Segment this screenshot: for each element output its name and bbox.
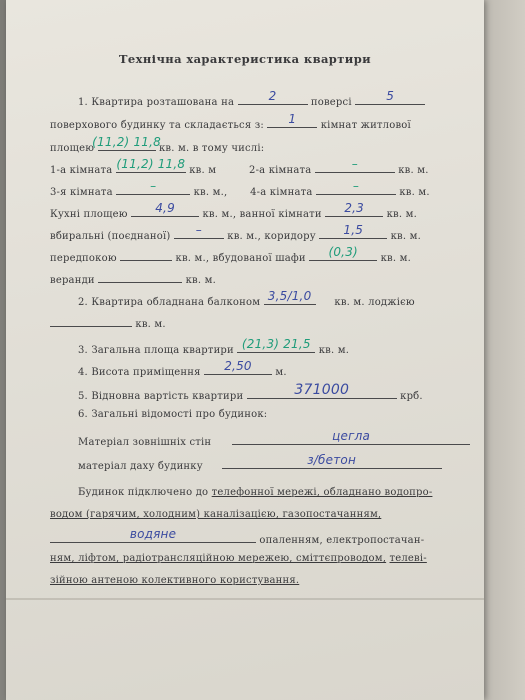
row-rooms — [50, 112, 411, 133]
total-area-label: 3. Загальна площа квартири — [78, 345, 234, 356]
living-area-suffix: кв. м. в тому числі: — [158, 143, 265, 154]
room4-label: 4-а кімната — [250, 187, 313, 198]
wc-field — [174, 223, 224, 239]
room1-label: 1-а кімната — [50, 165, 113, 176]
row-living-area — [50, 135, 265, 156]
row-building-info — [78, 408, 267, 422]
floor-label: 1. Квартира розташована на — [78, 97, 235, 108]
roof-label: матеріал даху будинку — [78, 461, 203, 472]
row-utilities-4 — [50, 552, 427, 566]
row-roof — [78, 453, 442, 474]
row-veranda — [50, 270, 216, 288]
corridor-label: кв. м., коридору — [227, 231, 316, 242]
room1-value: (11,2) 11,8 — [116, 157, 186, 171]
living-area-value: (11,2) 11,8 — [92, 135, 161, 149]
bath-unit: кв. м. — [386, 209, 417, 220]
height-field — [204, 359, 272, 375]
loggia-field — [50, 314, 132, 327]
floor-field — [238, 89, 308, 105]
room4-unit: кв. м. — [399, 187, 430, 198]
value-amount: 371000 — [294, 382, 350, 398]
kitchen-label: Кухні площею — [50, 209, 128, 220]
wc-label: вбиральні (поєднаної) — [50, 231, 171, 242]
veranda-unit: кв. м. — [185, 275, 216, 286]
row-utilities-1 — [78, 486, 432, 500]
row-utilities-3 — [50, 527, 425, 548]
walls-field — [232, 429, 470, 445]
utilities-text-3: опаленням, електропостачан- — [259, 535, 425, 546]
roof-field — [222, 453, 442, 469]
balcony-field — [264, 289, 316, 305]
wardrobe-unit: кв. м. — [380, 253, 411, 264]
corridor-unit: кв. м. — [390, 231, 422, 242]
wc-value: – — [195, 223, 202, 237]
living-area-field — [92, 135, 161, 151]
utilities-text-4b: телеві- — [389, 553, 427, 564]
document-sheet — [6, 0, 484, 700]
row-walls — [78, 429, 470, 450]
value-label: 5. Відновна вартість квартири — [78, 391, 244, 402]
room3-value: – — [150, 179, 157, 193]
corridor-field — [319, 223, 387, 239]
row-kitchen-bath — [50, 201, 417, 222]
utilities-text-2: водом (гарячим, холодним) каналізацією, газопостачанням, — [50, 509, 382, 520]
value-field — [247, 382, 397, 399]
rooms-value: 1 — [288, 112, 297, 126]
paper-fold — [6, 598, 484, 600]
row-utilities-2 — [50, 508, 381, 522]
height-value: 2,50 — [224, 359, 252, 373]
row-wc-corridor — [50, 223, 422, 244]
room4-value: – — [352, 179, 360, 193]
roof-value: з/бетон — [307, 453, 357, 467]
row-total-area — [78, 337, 350, 358]
utilities-text-5: зійною антеною колективного користування. — [50, 575, 300, 586]
height-label: 4. Висота приміщення — [78, 367, 201, 378]
utilities-text-1a: Будинок підключено до — [78, 487, 209, 498]
row-value — [78, 382, 423, 404]
row-hall-wardrobe — [50, 245, 411, 266]
bath-label: кв. м., ванної кімнати — [202, 209, 322, 220]
balcony-label: 2. Квартира обладнана балконом — [78, 297, 261, 308]
row-floor — [78, 89, 425, 110]
utilities-text-4: ням, ліфтом, радіотрансляційною мережею, сміттєпроводом, — [50, 553, 387, 564]
kitchen-value: 4,9 — [155, 201, 175, 215]
veranda-label: веранди — [50, 275, 95, 286]
row-room-1-2 — [50, 157, 429, 178]
floors-total-field — [355, 89, 425, 105]
building-info-label: 6. Загальні відомості про будинок: — [78, 409, 268, 420]
kitchen-field — [131, 201, 199, 217]
room2-value: – — [351, 157, 358, 171]
room3-label: 3-я кімната — [50, 187, 113, 198]
rooms-field — [267, 112, 317, 128]
row-balcony — [78, 289, 415, 310]
rooms-label: поверхового будинку та складається з: — [50, 120, 264, 131]
heating-value: водяне — [129, 527, 177, 541]
value-unit: крб. — [400, 391, 423, 402]
loggia-label: кв. м. лоджією — [334, 297, 415, 308]
utilities-text-1b: телефонної мережі, обладнано водопро- — [211, 487, 433, 498]
total-area-value: (21,3) 21,5 — [241, 337, 311, 351]
bath-value: 2,3 — [344, 201, 365, 215]
balcony-value: 3,5/1,0 — [267, 289, 312, 303]
total-area-field — [237, 337, 315, 353]
wardrobe-value: (0,3) — [328, 245, 358, 259]
veranda-field — [98, 270, 182, 283]
hall-label: передпокою — [50, 253, 117, 264]
row-utilities-5 — [50, 574, 299, 588]
room4-field — [316, 179, 396, 195]
total-area-unit: кв. м. — [318, 345, 350, 356]
hall-field — [120, 248, 172, 261]
room3-field — [116, 179, 190, 195]
room1-field — [116, 157, 186, 173]
walls-label: Матеріал зовнішніх стін — [78, 437, 212, 448]
room2-field — [315, 157, 395, 173]
floor-suffix: поверсі — [310, 97, 352, 108]
row-room-3-4 — [50, 179, 430, 200]
room3-unit: кв. м., — [193, 187, 228, 198]
rooms-suffix: кімнат житлової — [320, 120, 411, 131]
walls-value: цегла — [332, 429, 371, 443]
document-title: Технічна характеристика квартири — [118, 52, 372, 66]
living-area-label: площею — [50, 143, 95, 154]
wardrobe-field — [309, 245, 377, 261]
wardrobe-label: кв. м., вбудованої шафи — [175, 253, 306, 264]
corridor-value: 1,5 — [343, 223, 364, 237]
room2-unit: кв. м. — [398, 165, 429, 176]
loggia-unit: кв. м. — [135, 319, 166, 330]
room2-label: 2-а кімната — [249, 165, 312, 176]
floor-value: 2 — [268, 89, 277, 103]
row-loggia — [50, 314, 166, 332]
heating-field — [50, 527, 256, 543]
floors-total-value: 5 — [386, 89, 395, 103]
room1-unit: кв. м — [189, 165, 217, 176]
bath-field — [325, 201, 383, 217]
height-unit: м. — [275, 367, 287, 378]
row-height — [78, 359, 287, 380]
